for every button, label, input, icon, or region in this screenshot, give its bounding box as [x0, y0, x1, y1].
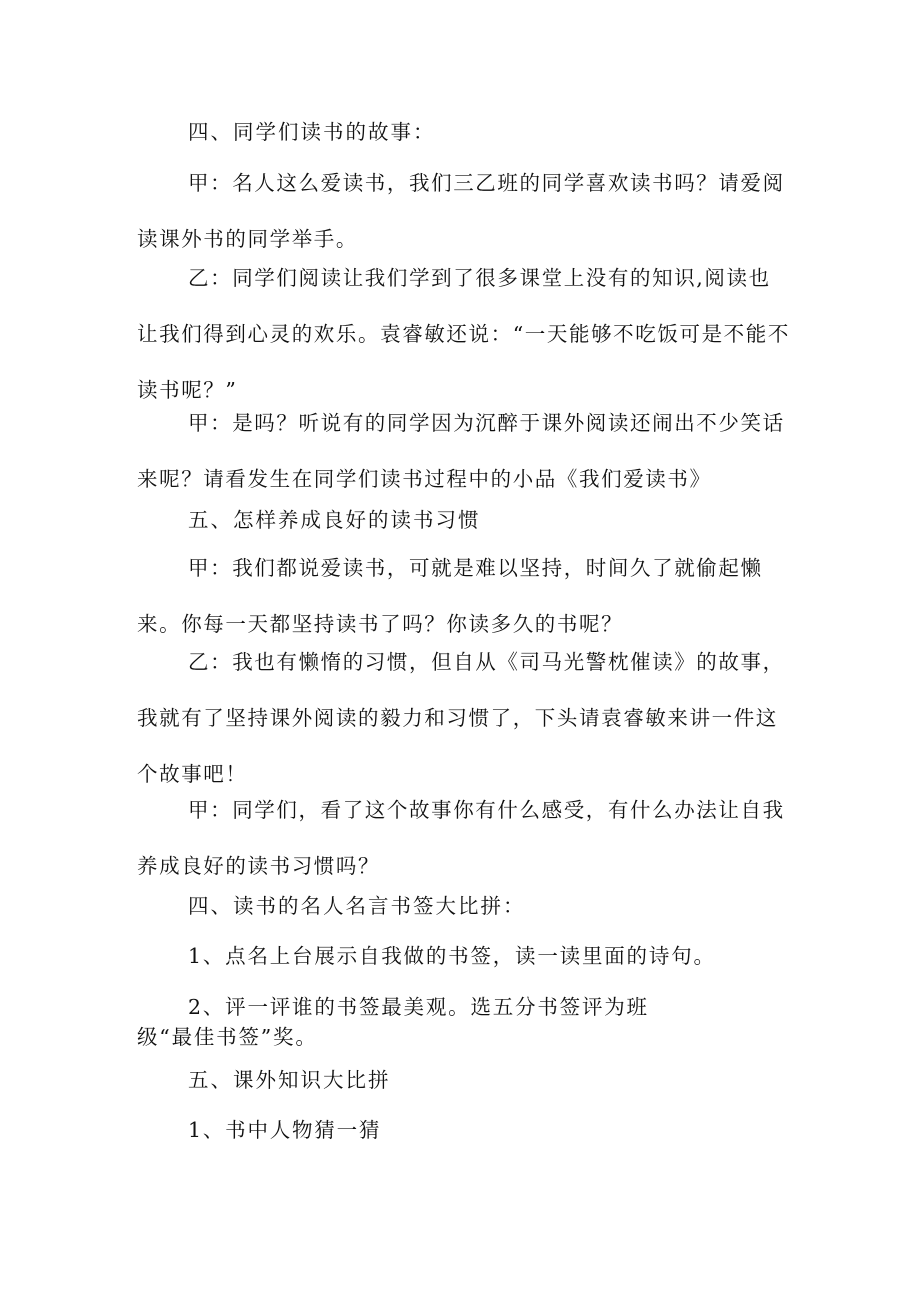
section-heading-reading-habits: 五、怎样养成良好的读书习惯 — [188, 508, 481, 532]
dialogue-paragraph: 甲：我们都说爱读书，可就是难以坚持，时间久了就偷起懒来。你每一天都坚持读书了吗？你读多久的书呢？ — [137, 556, 763, 636]
dialogue-paragraph: 乙：同学们阅读让我们学到了很多课堂上没有的知识,阅读也让我们得到心灵的欢乐。袁睿敏还说：“一天能够不吃饭可是不能不读书呢？” — [137, 266, 790, 402]
dialogue-paragraph: 乙：我也有懒惰的习惯，但自从《司马光警枕催读》的故事，我就有了坚持课外阅读的毅力和习惯了，下头请袁睿敏来讲一件这个故事吧！ — [137, 650, 785, 786]
list-item: 2、评一评谁的书签最美观。选五分书签评为班级“最佳书签”奖。 — [137, 995, 649, 1049]
section-heading-knowledge-contest: 五、课外知识大比拼 — [188, 1068, 391, 1092]
section-heading-bookmark-contest: 四、读书的名人名言书签大比拼： — [188, 894, 526, 918]
list-item: 1、书中人物猜一猜 — [188, 1118, 382, 1142]
section-heading-reading-stories: 四、同学们读书的故事： — [188, 120, 436, 144]
dialogue-paragraph: 甲：同学们，看了这个故事你有什么感受，有什么办法让自我养成良好的读书习惯吗？ — [137, 798, 785, 878]
dialogue-paragraph: 甲：是吗？听说有的同学因为沉醉于课外阅读还闹出不少笑话来呢？请看发生在同学们读书过程中的小品《我们爱读书》 — [137, 411, 785, 491]
dialogue-paragraph: 甲：名人这么爱读书，我们三乙班的同学喜欢读书吗？请爱阅读课外书的同学举手。 — [137, 171, 785, 251]
list-item: 1、点名上台展示自我做的书签，读一读里面的诗句。 — [188, 944, 716, 968]
